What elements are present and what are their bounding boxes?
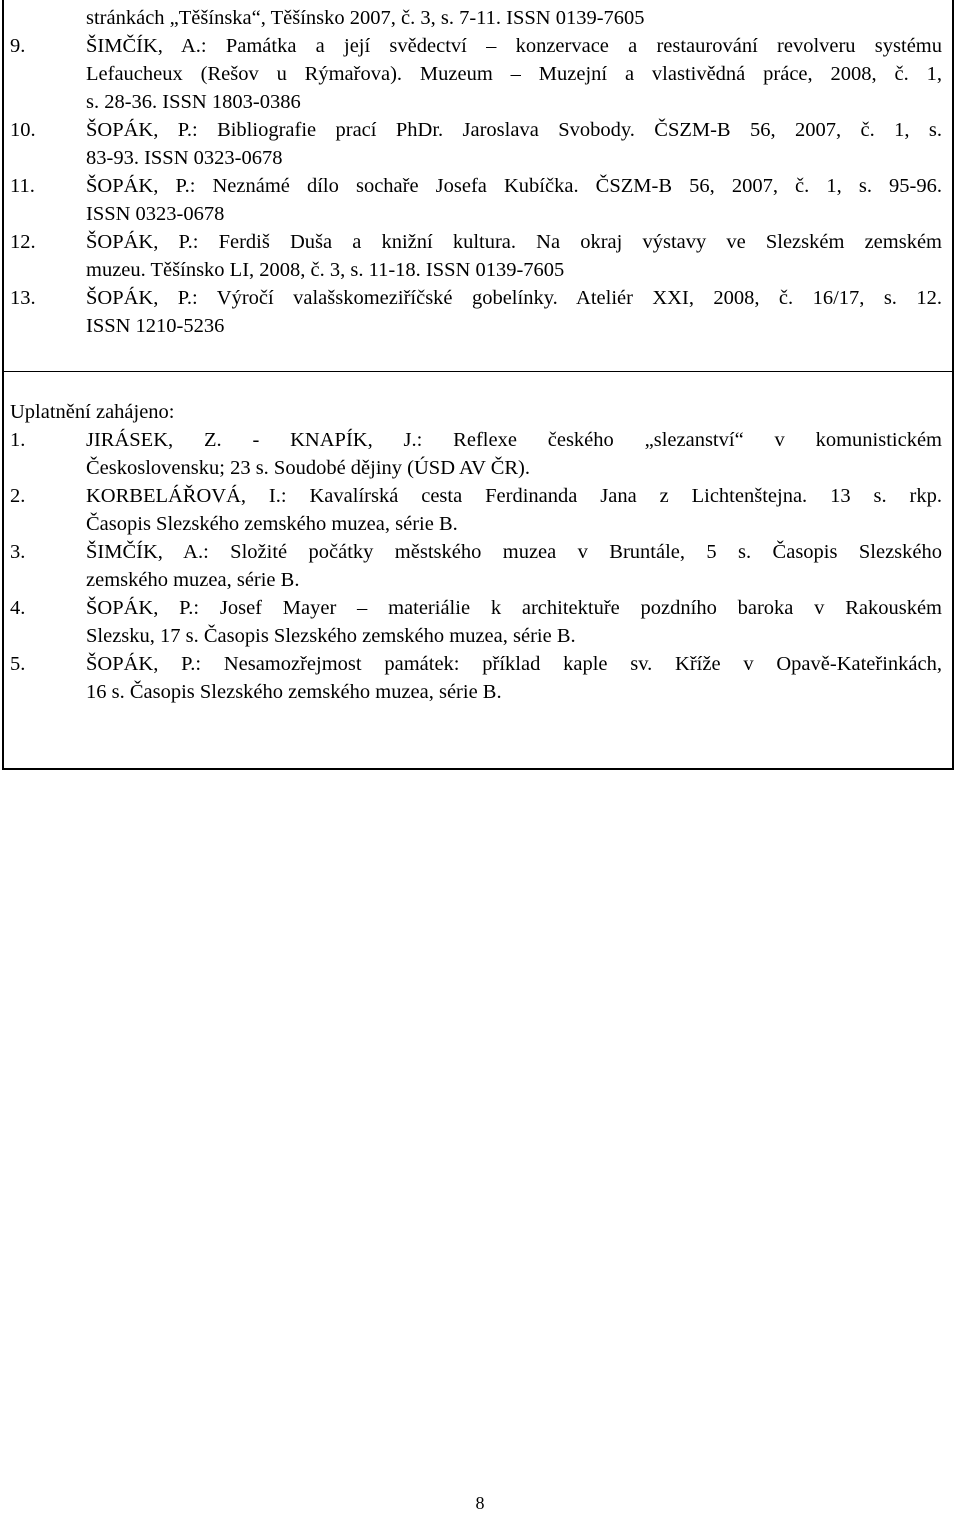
list-item-number: 4. xyxy=(10,597,26,619)
list-item-line: Slezsku, 17 s. Časopis Slezského zemského muzea, série B. xyxy=(86,625,576,647)
list-item-line: ŠOPÁK, P.: Bibliografie prací PhDr. Jaroslava Svobody. ČSZM-B 56, 2007, č. 1, s. xyxy=(86,119,942,141)
list-item-line: Časopis Slezského zemského muzea, série B. xyxy=(86,513,458,535)
list-item-line: JIRÁSEK, Z. - KNAPÍK, J.: Reflexe českého „slezanství“ v komunistickém xyxy=(86,429,942,451)
list-item-line: ISSN 0323-0678 xyxy=(86,203,225,225)
list-item-line: 16 s. Časopis Slezského zemského muzea, série B. xyxy=(86,681,502,703)
list-item-line: ŠIMČÍK, A.: Složité počátky městského muzea v Bruntále, 5 s. Časopis Slezského xyxy=(86,541,942,563)
list-item-number: 3. xyxy=(10,541,26,563)
list-item-line: s. 28-36. ISSN 1803-0386 xyxy=(86,91,301,113)
list-item-line: ŠIMČÍK, A.: Památka a její svědectví – konzervace a restaurování revolveru systému xyxy=(86,35,942,57)
list-item-number: 5. xyxy=(10,653,26,675)
list-item-line: ŠOPÁK, P.: Nesamozřejmost památek: příklad kaple sv. Kříže v Opavě-Kateřinkách, xyxy=(86,653,942,675)
section-heading: Uplatnění zahájeno: xyxy=(10,401,175,423)
list-item-line: 83-93. ISSN 0323-0678 xyxy=(86,147,283,169)
list-item-line: ŠOPÁK, P.: Neznámé dílo sochaře Josefa Kubíčka. ČSZM-B 56, 2007, č. 1, s. 95-96. xyxy=(86,175,942,197)
continuation-line: stránkách „Těšínska“, Těšínsko 2007, č. 3, s. 7-11. ISSN 0139-7605 xyxy=(86,7,645,29)
list-item-number: 11. xyxy=(10,175,35,197)
list-item-line: Československu; 23 s. Soudobé dějiny (ÚSD AV ČR). xyxy=(86,457,531,479)
list-item-line: ŠOPÁK, P.: Josef Mayer – materiálie k architektuře pozdního baroka v Rakouském xyxy=(86,597,942,619)
page-number: 8 xyxy=(475,1493,485,1513)
list-item-line: ŠOPÁK, P.: Výročí valašskomeziříčské gobelínky. Ateliér XXI, 2008, č. 16/17, s. 12. xyxy=(86,287,942,309)
list-item-number: 1. xyxy=(10,429,26,451)
list-item-line: ŠOPÁK, P.: Ferdiš Duša a knižní kultura. Na okraj výstavy ve Slezském zemském xyxy=(86,231,942,253)
list-item-line: ISSN 1210-5236 xyxy=(86,315,225,337)
list-item-line: KORBELÁŘOVÁ, I.: Kavalírská cesta Ferdinanda Jana z Lichtenštejna. 13 s. rkp. xyxy=(86,485,942,507)
list-item-line: zemského muzea, série B. xyxy=(86,569,300,591)
list-item-number: 13. xyxy=(10,287,36,309)
table-row-divider xyxy=(2,371,954,372)
list-item-number: 12. xyxy=(10,231,36,253)
list-item-number: 2. xyxy=(10,485,26,507)
list-item-line: Lefaucheux (Rešov u Rýmařova). Muzeum – Muzejní a vlastivědná práce, 2008, č. 1, xyxy=(86,63,942,85)
list-item-number: 10. xyxy=(10,119,36,141)
list-item-line: muzeu. Těšínsko LI, 2008, č. 3, s. 11-18. ISSN 0139-7605 xyxy=(86,259,565,281)
list-item-number: 9. xyxy=(10,35,26,57)
